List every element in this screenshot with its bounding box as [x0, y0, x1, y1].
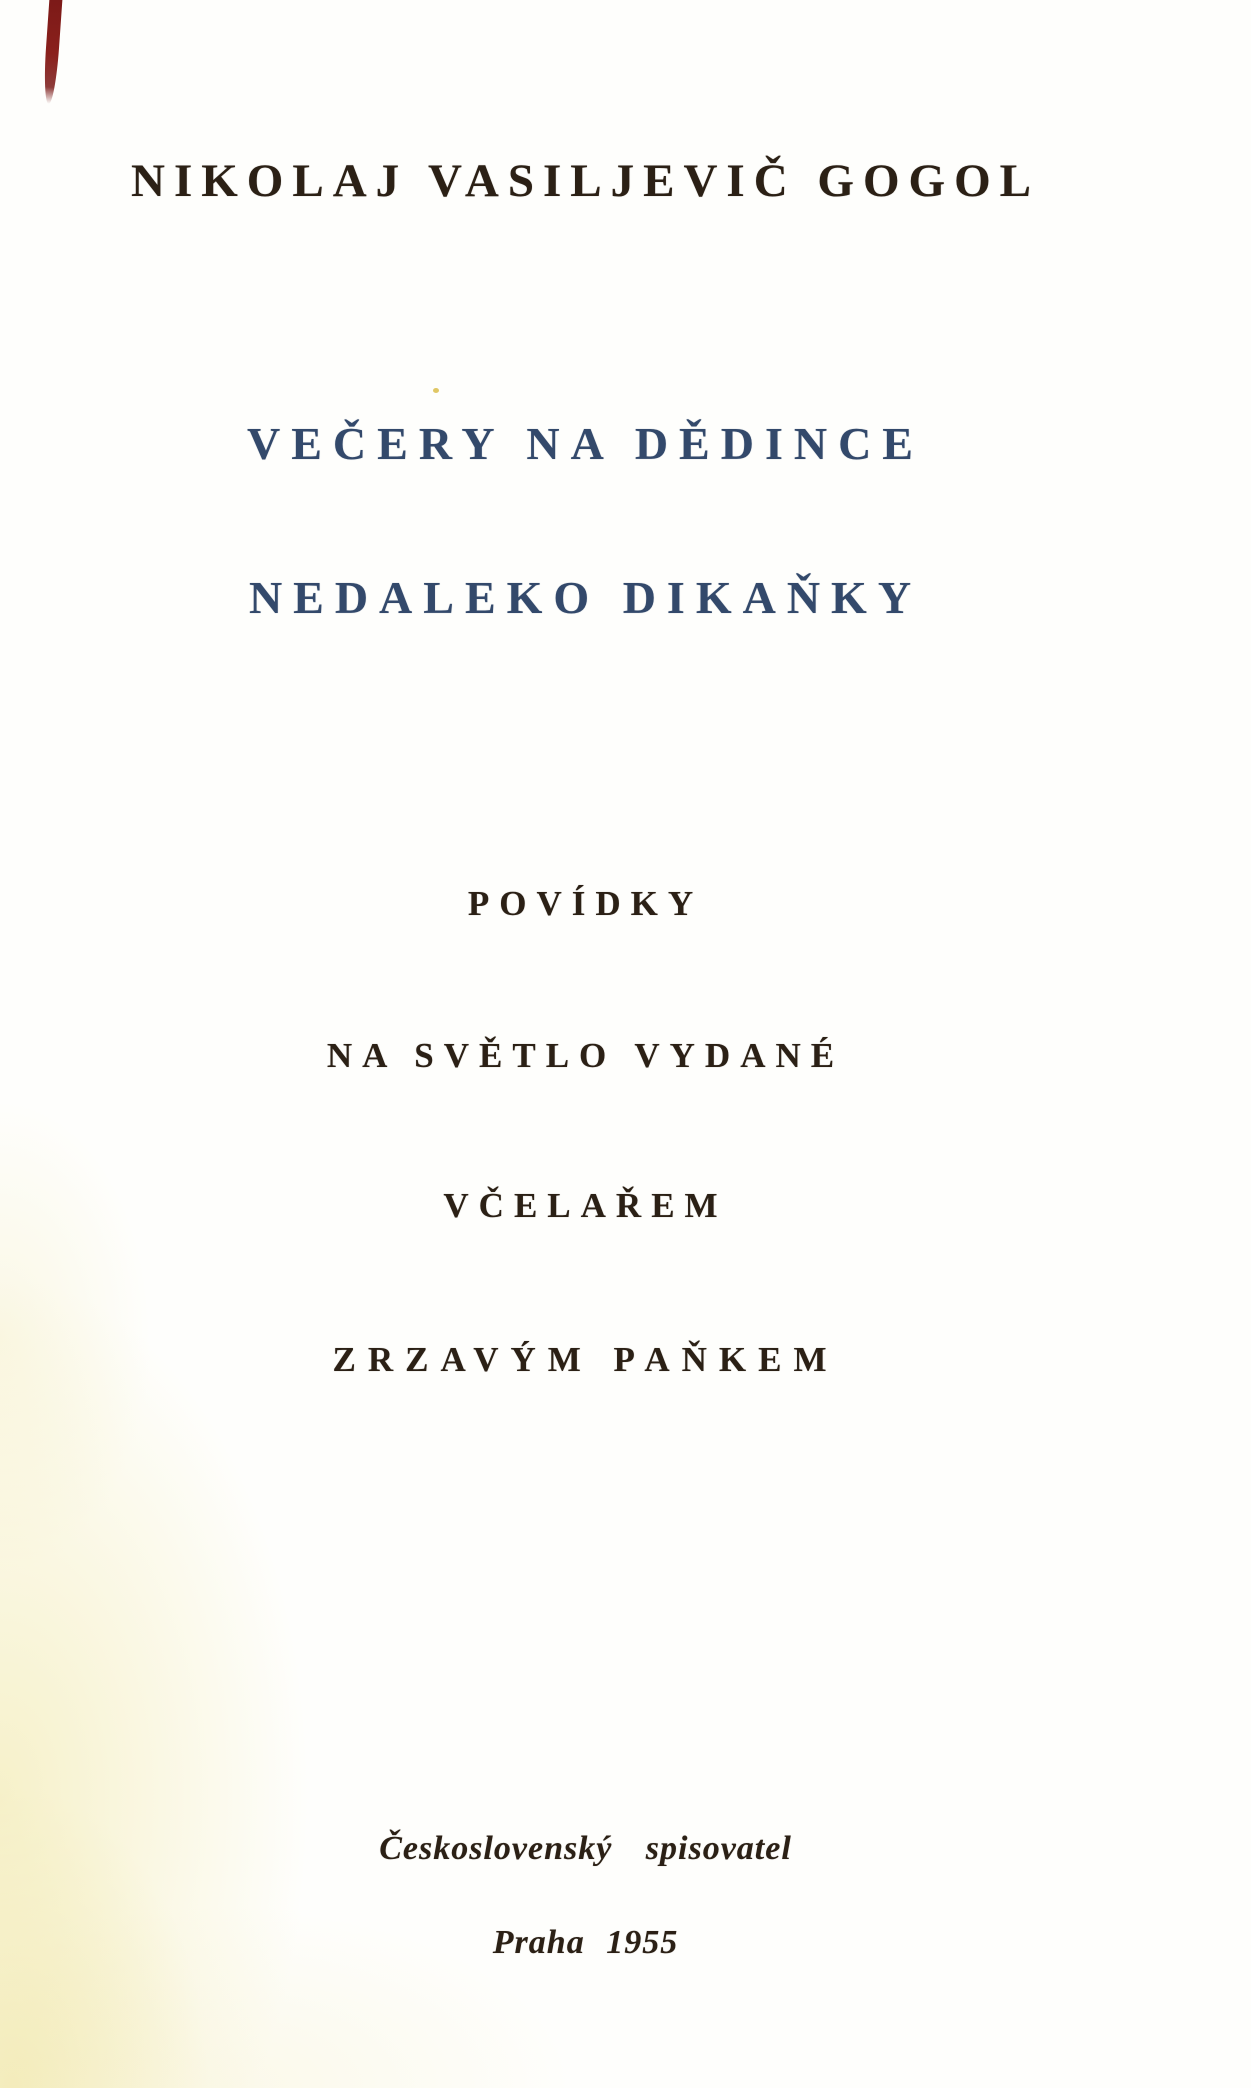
- publication-place-year: Praha 1955: [492, 1924, 679, 1961]
- subtitle-line-na-svetlo-vydane: NA SVĚTLO VYDANÉ: [326, 1036, 845, 1075]
- scan-artifact-red-streak: [42, 0, 63, 104]
- publisher-name: Československý spisovatel: [379, 1830, 792, 1867]
- scan-artifact-speck: [433, 388, 439, 393]
- book-title-line-2: NEDALEKO DIKAŇKY: [248, 572, 923, 623]
- book-title-line-1: VEČERY NA DĚDINCE: [247, 418, 924, 469]
- subtitle-line-vcelarem: VČELAŘEM: [443, 1186, 728, 1225]
- subtitle-line-povidky: POVÍDKY: [467, 884, 704, 923]
- author-name: NIKOLAJ VASILJEVIČ GOGOL: [131, 155, 1040, 207]
- subtitle-line-zrzavym-pankem: ZRZAVÝM PAŇKEM: [332, 1340, 839, 1379]
